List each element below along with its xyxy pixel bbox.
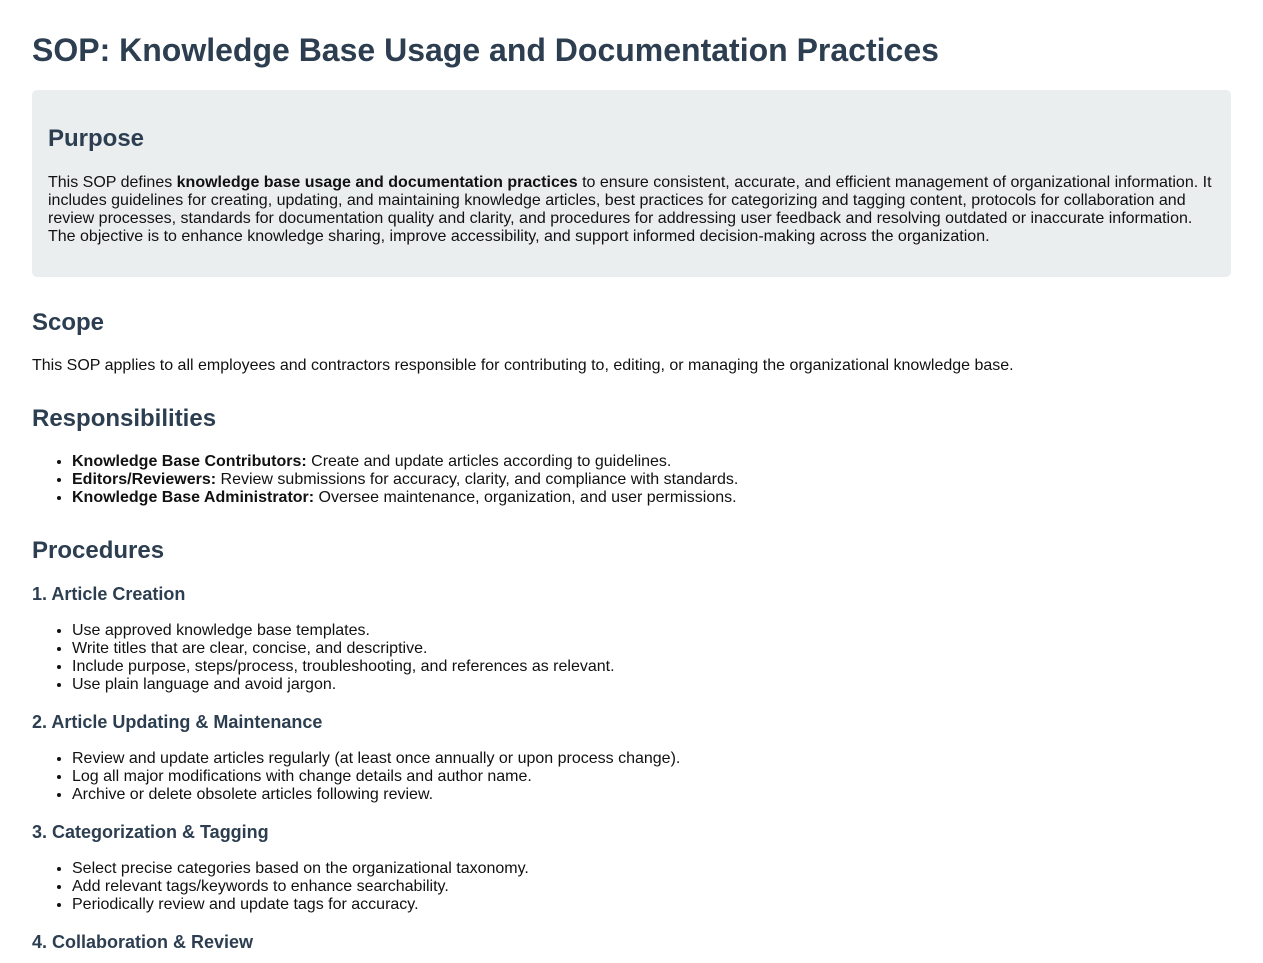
list-item: • Use approved knowledge base templates.: [72, 622, 1231, 640]
role-label: Knowledge Base Administrator:: [72, 489, 315, 506]
role-description: Create and update articles according to guidelines.: [306, 453, 672, 470]
role-label: Editors/Reviewers:: [72, 471, 217, 488]
list-item: • Archive or delete obsolete articles following review.: [72, 786, 1231, 804]
procedure-section-title: 2. Article Updating & Maintenance: [32, 712, 323, 732]
list-item: • Include purpose, steps/process, troubleshooting, and references as relevant.: [72, 658, 1231, 676]
procedures-heading: Procedures: [32, 537, 165, 564]
scope-heading: Scope: [32, 309, 105, 336]
list-item: [72, 453, 1231, 471]
procedure-list: [32, 622, 1231, 694]
procedure-list: [32, 860, 1231, 914]
procedure-section-title: 3. Categorization & Tagging: [32, 822, 269, 842]
purpose-text-end: to ensure consistent, accurate, and efficient management of organizational information. It includes guidelines for creating, updating, and maintaining knowledge articles, best practices for categorizing and tagging content, protocols for collaboration and review processes, standards for documentation quality and clarity, and procedures for addressing user feedback and resolving outdated or inaccurate information. The objective is to enhance knowledge sharing, improve accessibility, and support informed decision-making across the organization.: [48, 174, 1212, 245]
list-item: • Write titles that are clear, concise, and descriptive.: [72, 640, 1231, 658]
list-item: • Select precise categories based on the organizational taxonomy.: [72, 860, 1231, 878]
responsibilities-list: [32, 453, 1231, 507]
purpose-text-emphasis: knowledge base usage and documentation practices: [176, 174, 578, 191]
scope-text: This SOP applies to all employees and contractors responsible for contributing to, editing, or managing the organizational knowledge base.: [32, 357, 1014, 374]
purpose-section: [32, 90, 1231, 277]
procedure-section-title: 4. Collaboration & Review: [32, 932, 254, 952]
list-item: • Log all major modifications with change details and author name.: [72, 768, 1231, 786]
purpose-heading: Purpose: [48, 125, 145, 152]
role-description: Review submissions for accuracy, clarity, and compliance with standards.: [216, 471, 739, 488]
purpose-text-start: This SOP defines: [48, 174, 177, 191]
list-item: • Review and update articles regularly (at least once annually or upon process change).: [72, 750, 1231, 768]
list-item: • Use plain language and avoid jargon.: [72, 676, 1231, 694]
role-label: Knowledge Base Contributors:: [72, 453, 307, 470]
role-description: Oversee maintenance, organization, and user permissions.: [314, 489, 737, 506]
purpose-text: [48, 174, 1215, 246]
list-item: • Add relevant tags/keywords to enhance searchability.: [72, 878, 1231, 896]
procedure-section-title: 1. Article Creation: [32, 584, 186, 604]
list-item: • Periodically review and update tags for accuracy.: [72, 896, 1231, 914]
responsibilities-heading: Responsibilities: [32, 405, 217, 432]
list-item: [72, 489, 1231, 507]
list-item: [72, 471, 1231, 489]
procedure-list: [32, 750, 1231, 804]
page-title: SOP: Knowledge Base Usage and Documentation Practices: [32, 32, 939, 68]
